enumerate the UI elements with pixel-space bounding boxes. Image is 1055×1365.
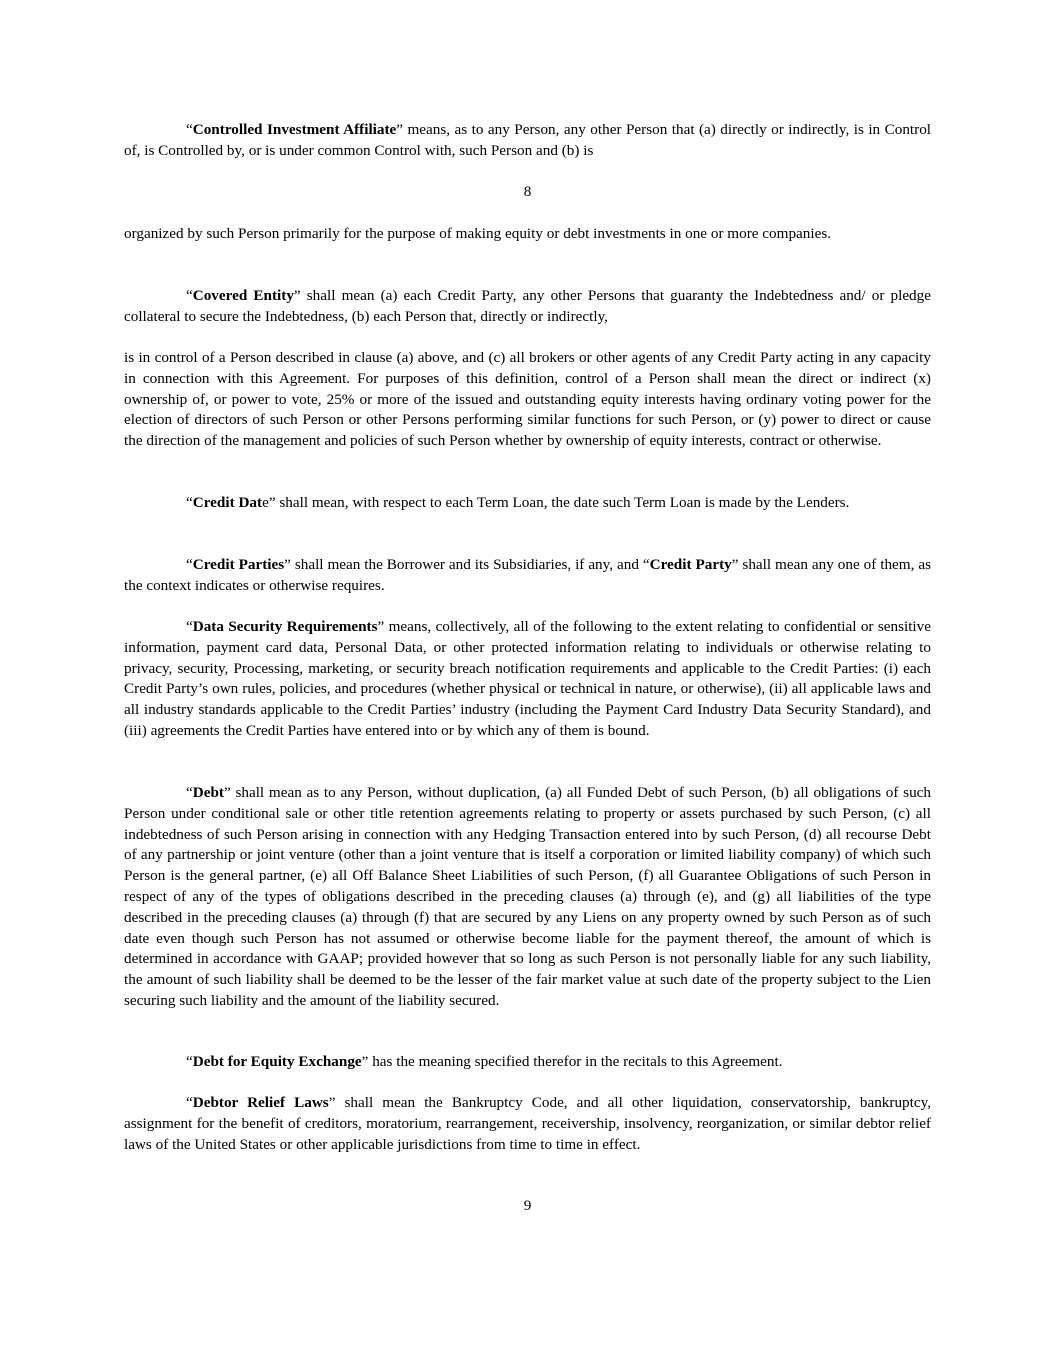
definition-continuation: is in control of a Person described in clause (a) above, and (c) all brokers or other agents of any Credit Party acting in any capacity in connection with this Agreement. For purposes of this definition, control of a Person shall mean the direct or indirect (x) ownership of, or power to vote, 25% or more of the issued and outstanding equity interests having ordinary voting power for the election of directors of such Person or other Persons performing similar functions for such Person, or (y) power to direct or cause the direction of the management and policies of such Person whether by ownership of equity interests, contract or otherwise.	[124, 349, 931, 450]
defined-term: Debt for Equity Exchange	[192, 1053, 362, 1070]
definition-controlled-investment-affiliate: “Controlled Investment Affiliate” means, as to any Person, any other Person that (a) directly or indirectly, is in Control of, is Controlled by, or is under common Control with, such Person and (b) is	[124, 121, 932, 159]
definition-data-security-requirements: “Data Security Requirements” means, collectively, all of the following to the extent relating to confidential or sensitive information, payment card data, Personal Data, or other protected information relating to individuals or otherwise relating to privacy, security, Processing, marketing, or security breach notification requirements and applicable to the Credit Parties: (i) each Credit Party’s own rules, policies, and procedures (whether physical or technical in nature, or otherwise), (ii) all applicable laws and all industry standards applicable to the Credit Parties’ industry (including the Payment Card Industry Data Security Standard), and (iii) agreements the Credit Parties have entered into or by which any of them is bound.	[124, 618, 931, 739]
defined-term: Credit Party	[649, 556, 732, 573]
defined-term: Credit Parties	[192, 556, 285, 573]
defined-term: Debt	[192, 784, 224, 801]
definition-debtor-relief-laws: “Debtor Relief Laws” shall mean the Bankruptcy Code, and all other liquidation, conservatorship, bankruptcy, assignment for the benefit of creditors, moratorium, rearrangement, receivership, insolvency, reorganization, or similar debtor relief laws of the United States or other applicable jurisdictions from time to time in effect.	[124, 1094, 931, 1153]
page-number: 9	[523, 1197, 532, 1214]
definition-credit-parties: “Credit Parties” shall mean the Borrower and its Subsidiaries, if any, and “Credit Party” shall mean any one of them, as the context indicates or otherwise requires.	[124, 556, 931, 594]
defined-term: Credit Dat	[192, 494, 263, 511]
definition-credit-date: “Credit Date” shall mean, with respect to each Term Loan, the date such Term Loan is made by the Lenders.	[186, 494, 850, 511]
defined-term: Covered Entity	[192, 287, 294, 304]
definition-debt: “Debt” shall mean as to any Person, without duplication, (a) all Funded Debt of such Person, (b) all obligations of such Person under conditional sale or other title retention agreements relating to property or assets purchased by such Person, (c) all indebtedness of such Person arising in connection with any Hedging Transaction entered into by such Person, (d) all recourse Debt of any partnership or joint venture (other than a joint venture that is itself a corporation or limited liability company) of which such Person is the general partner, (e) all Off Balance Sheet Liabilities of such Person, (f) all Guarantee Obligations of such Person in respect of any of the types of obligations described in the preceding clauses (a) through (e), and (g) all liabilities of the type described in the preceding clauses (a) through (f) that are secured by any Liens on any property owned by such Person as of such date even though such Person has not assumed or otherwise become liable for the payment thereof, the amount of which is determined in accordance with GAAP; provided however that so long as such Person is not personally liable for any such liability, the amount of such liability shall be deemed to be the lesser of the fair market value at such date of the property subject to the Lien securing such liability and the amount of the liability secured.	[124, 784, 931, 1009]
defined-term: Debtor Relief Laws	[192, 1094, 329, 1111]
defined-term: Controlled Investment Affiliate	[192, 121, 397, 138]
definition-covered-entity: “Covered Entity” shall mean (a) each Credit Party, any other Persons that guaranty the Indebtedness and/ or pledge collateral to secure the Indebtedness, (b) each Person that, directly or indirectly,	[124, 287, 931, 325]
definition-continuation: organized by such Person primarily for the purpose of making equity or debt investments in one or more companies.	[124, 225, 832, 242]
defined-term: Data Security Requirements	[192, 618, 378, 635]
definition-debt-for-equity-exchange: “Debt for Equity Exchange” has the meaning specified therefor in the recitals to this Agreement.	[186, 1053, 783, 1070]
page-number: 8	[523, 183, 532, 200]
